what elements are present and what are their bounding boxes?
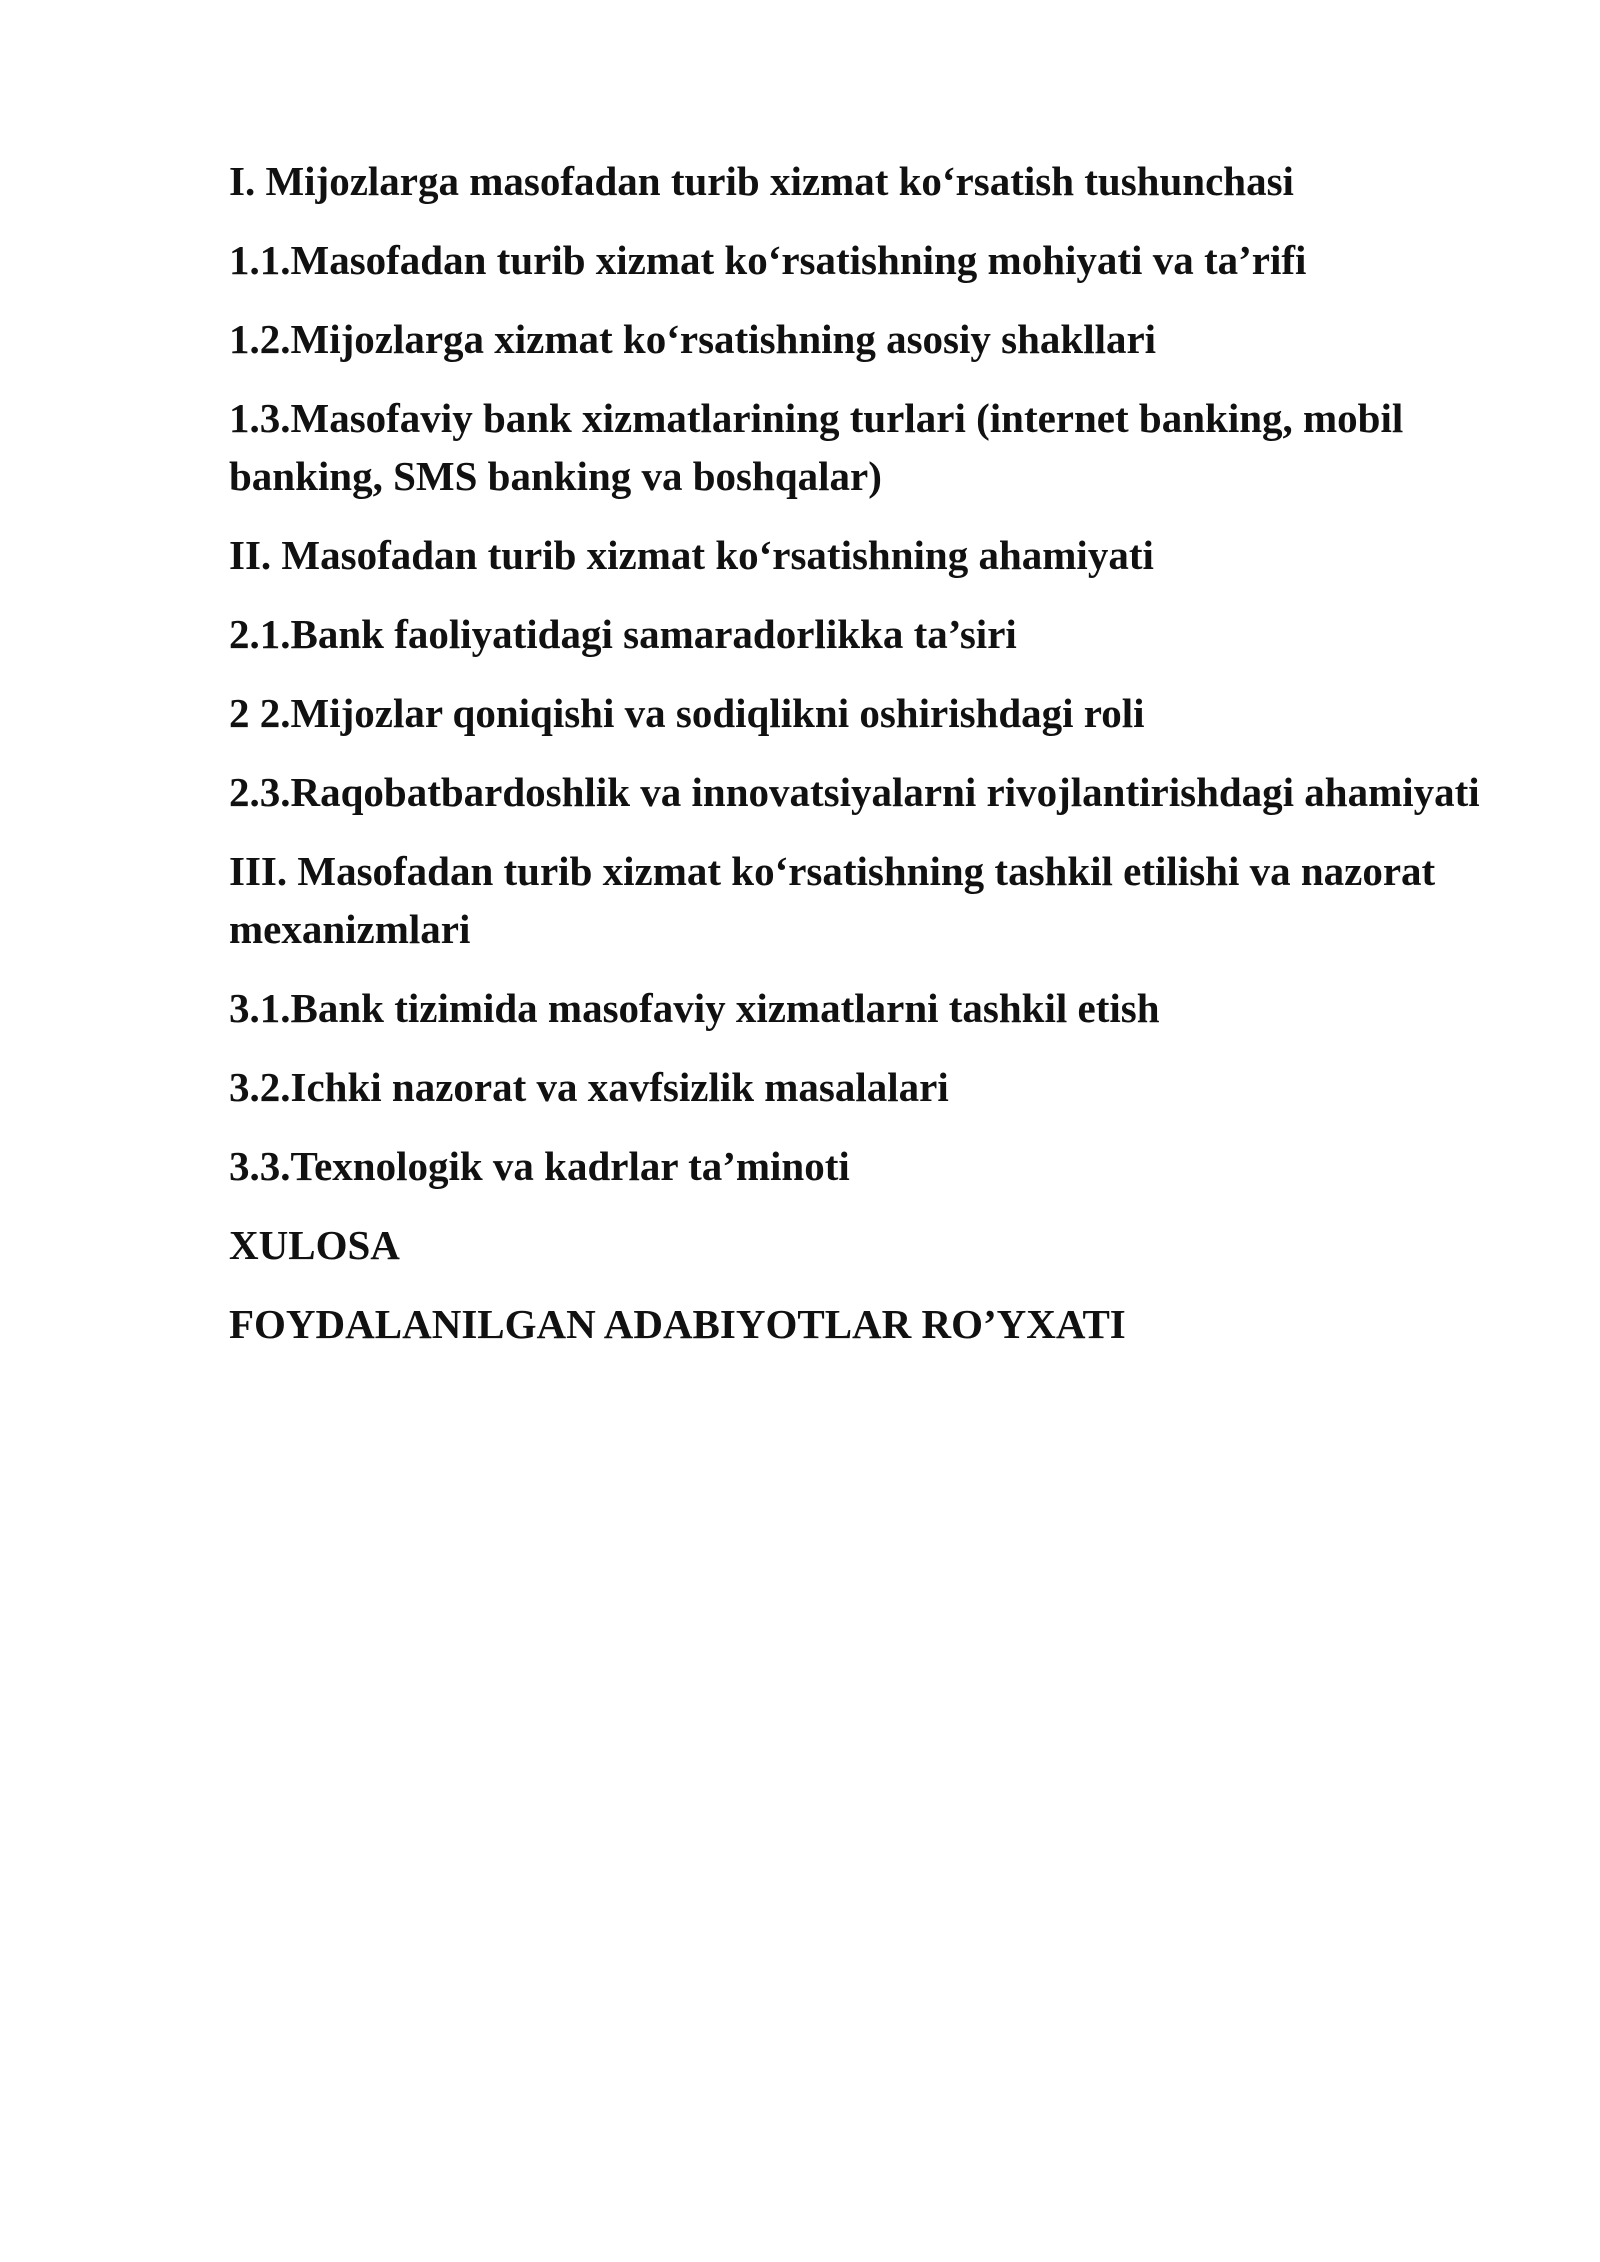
toc-entry-chapter-3: III. Masofadan turib xizmat ko‘rsatishning tashkil etilishi va nazorat mexanizmlari [229,848,1436,952]
toc-entry-2-2: 2 2.Mijozlar qoniqishi va sodiqlikni oshirishdagi roli [229,690,1145,736]
toc-entry-3-2: 3.2.Ichki nazorat va xavfsizlik masalalari [229,1064,949,1110]
toc-entry-1-2: 1.2.Mijozlarga xizmat ko‘rsatishning asosiy shakllari [229,316,1157,362]
toc-entry-2-3: 2.3.Raqobatbardoshlik va innovatsiyalarni rivojlantirishdagi ahamiyati [229,769,1480,815]
toc-entry-chapter-2: II. Masofadan turib xizmat ko‘rsatishning ahamiyati [229,532,1154,578]
toc-entry-2-1: 2.1.Bank faoliyatidagi samaradorlikka ta’siri [229,611,1017,657]
toc-entry-3-1: 3.1.Bank tizimida masofaviy xizmatlarni tashkil etish [229,985,1160,1031]
toc-entry-references: FOYDALANILGAN ADABIYOTLAR RO’YXATI [229,1301,1126,1347]
toc-entry-3-3: 3.3.Texnologik va kadrlar ta’minoti [229,1143,850,1189]
toc-entry-chapter-1: I. Mijozlarga masofadan turib xizmat ko‘rsatish tushunchasi [229,158,1294,204]
toc-entry-1-1: 1.1.Masofadan turib xizmat ko‘rsatishning mohiyati va ta’rifi [229,237,1307,283]
toc-entry-1-3: 1.3.Masofaviy bank xizmatlarining turlari (internet banking, mobil banking, SMS banking va boshqalar) [229,395,1404,499]
toc-entry-conclusion: XULOSA [229,1222,400,1268]
table-of-contents [229,152,1489,1374]
